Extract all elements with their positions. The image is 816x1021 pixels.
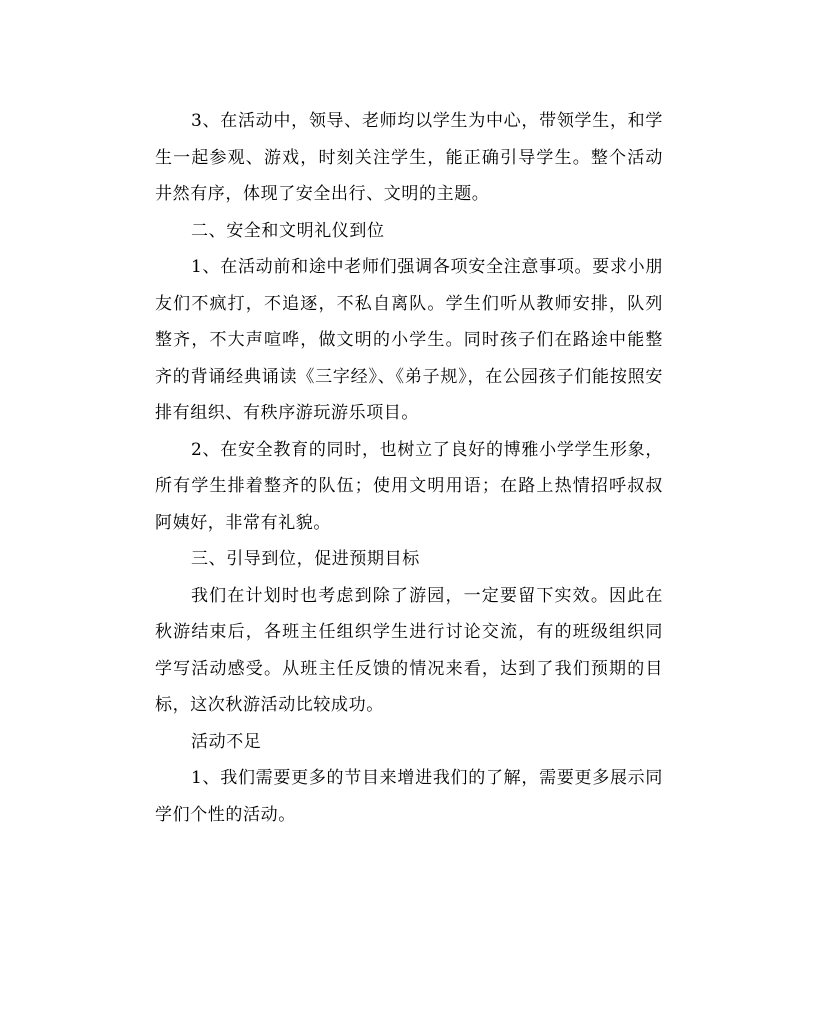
document-body [155, 103, 663, 833]
paragraph-shortcoming-1: 1、我们需要更多的节目来增进我们的了解，需要更多展示同学们个性的活动。 [155, 768, 663, 825]
paragraph-point-3: 3、在活动中，领导、老师均以学生为中心，带领学生，和学生一起参观、游戏，时刻关注学生，能正确引导学生。整个活动井然有序，体现了安全出行、文明的主题。 [155, 111, 663, 204]
section-heading-shortcomings: 活动不足 [191, 731, 262, 752]
paragraph-safety-1: 1、在活动前和途中老师们强调各项安全注意事项。要求小朋友们不疯打，不追逐，不私自离队。学生们听从教师安排，队列整齐，不大声喧哗，做文明的小学生。同时孩子们在路途中能整齐的背诵经典诵读《三字经》、《弟子规》，在公园孩子们能按照安排有组织、有秩序游玩游乐项目。 [155, 257, 663, 423]
section-heading-2: 二、安全和文明礼仪到位 [191, 220, 385, 241]
paragraph-guidance: 我们在计划时也考虑到除了游园，一定要留下实效。因此在秋游结束后，各班主任组织学生进行讨论交流，有的班级组织同学写活动感受。从班主任反馈的情况来看，达到了我们预期的目标，这次秋游活动比较成功。 [155, 585, 663, 715]
paragraph-safety-2: 2、在安全教育的同时，也树立了良好的博雅小学学生形象，所有学生排着整齐的队伍；使用文明用语；在路上热情招呼叔叔阿姨好，非常有礼貌。 [155, 439, 663, 533]
section-heading-3: 三、引导到位，促进预期目标 [191, 549, 420, 569]
